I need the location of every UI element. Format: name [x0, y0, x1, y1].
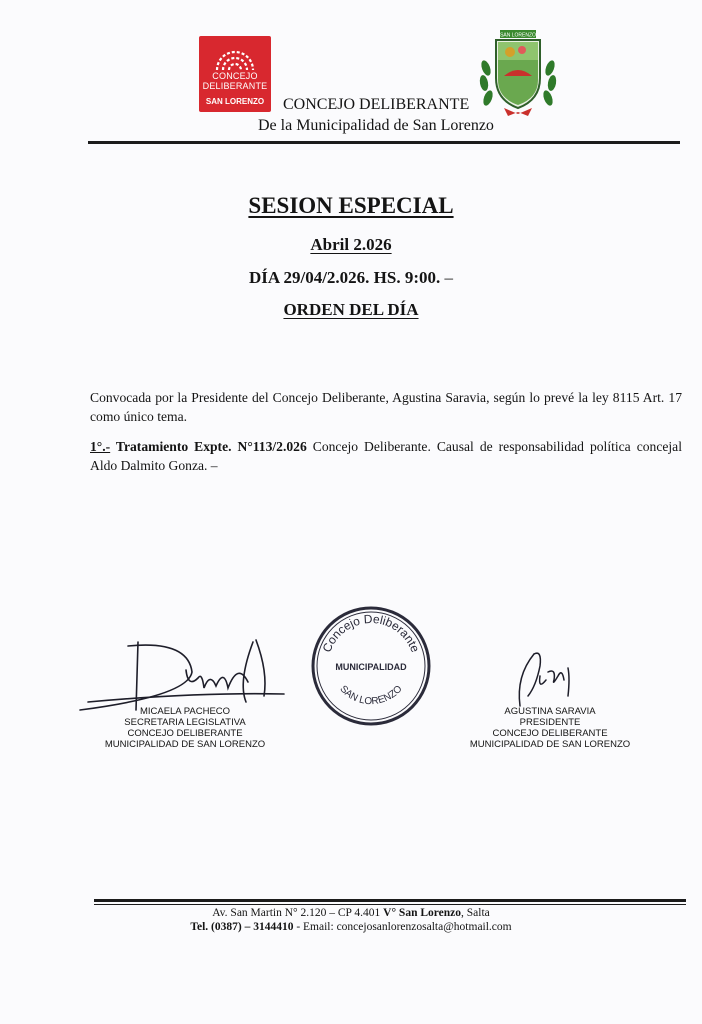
right-signature-block	[455, 706, 645, 750]
left-signature	[78, 632, 288, 716]
right-signer-name: AGUSTINA SARAVIA	[504, 706, 596, 717]
concejo-logo	[199, 36, 271, 112]
date-suffix: –	[440, 268, 454, 287]
official-stamp	[308, 603, 434, 729]
svg-text:Concejo Deliberante	[320, 612, 423, 655]
footer-rule	[94, 899, 686, 902]
header-rule	[88, 141, 680, 144]
agenda-item	[90, 437, 682, 475]
municipal-crest	[478, 28, 558, 118]
footer-phone: Tel. (0387) – 3144410	[190, 921, 294, 933]
intro-paragraph: Convocada por la Presidente del Concejo Deliberante, Agustina Saravia, según lo prevé la ley 8115 Art. 17 como único tema.	[90, 390, 682, 424]
agenda-heading: ORDEN DEL DÍA	[283, 300, 419, 319]
right-signer-role: PRESIDENTE	[519, 717, 581, 728]
left-signer-name: MICAELA PACHECO	[139, 706, 231, 717]
logo-text-concejo: CONCEJO	[212, 71, 258, 81]
session-month: Abril 2.026	[310, 235, 392, 254]
footer-contact	[0, 920, 702, 935]
left-signer-role: SECRETARIA LEGISLATIVA	[124, 717, 246, 728]
right-signer-entity: MUNICIPALIDAD DE SAN LORENZO	[469, 739, 631, 750]
agenda-item-number: 1°.-	[90, 439, 111, 454]
crest-banner-text: SAN LORENZO	[500, 32, 536, 39]
stamp-middle-text: MUNICIPALIDAD	[335, 662, 407, 672]
left-signature-block	[90, 706, 280, 750]
logo-text-san-lorenzo: SAN LORENZO	[205, 97, 265, 106]
footer-email: - Email: concejosanlorenzosalta@hotmail.com	[293, 921, 512, 933]
logo-text-deliberante: DELIBERANTE	[202, 81, 268, 91]
agenda-item-text: Concejo Deliberante. Causal de responsabilidad política concejal Aldo Dalmito Gonza. –	[90, 439, 682, 473]
left-signer-entity: MUNICIPALIDAD DE SAN LORENZO	[104, 739, 266, 750]
footer-address: Av. San Martin N° 2.120 – CP 4.401 V° San Lorenzo, Salta	[212, 907, 490, 919]
stamp-top-text: Concejo Deliberante	[319, 611, 423, 655]
footer-rule-thin	[94, 904, 686, 905]
svg-text:SAN LORENZO	[337, 683, 404, 707]
agenda-item-expediente: Tratamiento Expte. N°113/2.026	[110, 439, 307, 454]
left-signer-body: CONCEJO DELIBERANTE	[127, 728, 243, 739]
document-title: SESION ESPECIAL	[248, 193, 454, 218]
institution-subtitle: De la Municipalidad de San Lorenzo	[258, 117, 494, 134]
session-date-time: DÍA 29/04/2.026. HS. 9:00. –	[248, 268, 454, 287]
stamp-bottom-text: SAN LORENZO	[337, 683, 405, 708]
institution-name: CONCEJO DELIBERANTE	[283, 96, 470, 113]
right-signer-body: CONCEJO DELIBERANTE	[492, 728, 608, 739]
